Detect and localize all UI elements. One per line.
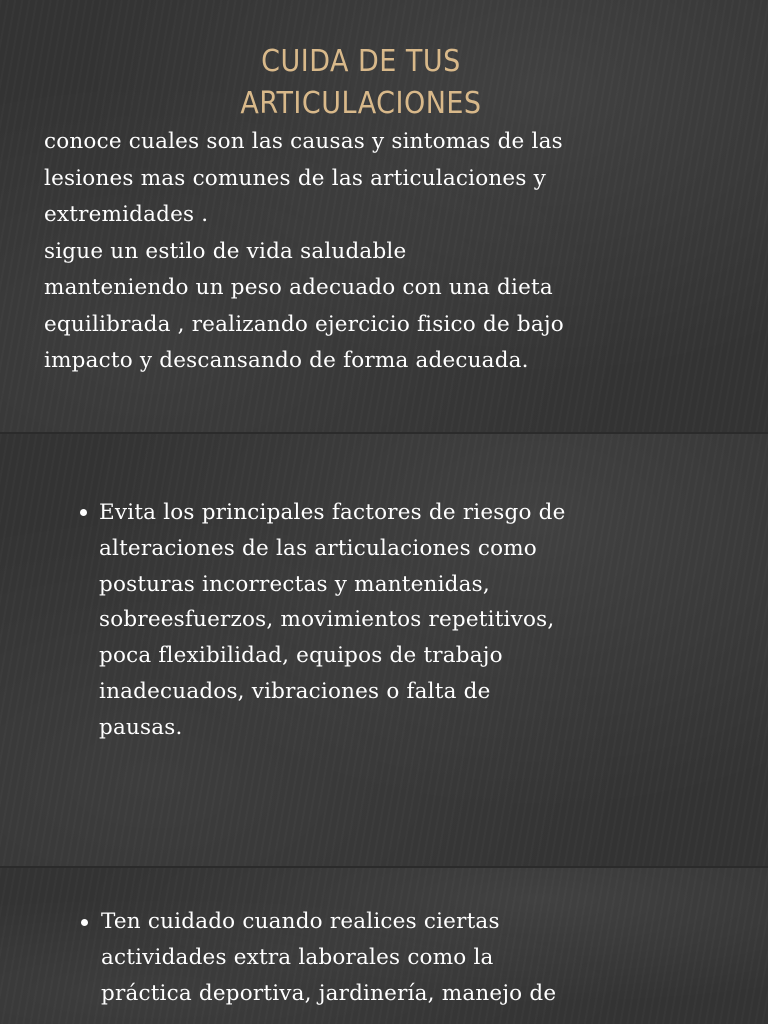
bullet-line: inadecuados, vibraciones o falta de [99, 678, 491, 704]
bullet-line: Evita los principales factores de riesgo de [99, 500, 566, 525]
intro-line: conoce cuales son las causas y sintomas de las [44, 129, 563, 154]
intro-line: manteniendo un peso adecuado con una dieta [44, 275, 553, 300]
bullet-line: actividades extra laborales como la [101, 944, 494, 970]
bullet-line: sobreesfuerzos, movimientos repetitivos, [99, 607, 555, 633]
page-title-line-2: ARTICULACIONES [240, 86, 482, 121]
intro-paragraph [44, 124, 744, 380]
bullet-icon [80, 509, 87, 516]
intro-line: lesiones mas comunes de las articulaciones y [44, 165, 546, 191]
bullet-item-risk-factors [99, 495, 566, 746]
bullet-line: práctica deportiva, jardinería, manejo de [101, 980, 557, 1006]
page-title-line-1: CUIDA DE TUS [261, 44, 461, 79]
intro-line: extremidades . [44, 202, 209, 227]
intro-line: impacto y descansando de forma adecuada. [44, 348, 529, 373]
bullet-line: pausas. [99, 714, 183, 740]
bullet-icon [81, 919, 88, 926]
bullet-item-extra-activities [101, 904, 556, 1011]
intro-line: equilibrada , realizando ejercicio fisico de bajo [44, 311, 564, 337]
intro-line: sigue un estilo de vida saludable [44, 238, 407, 264]
bullet-line: Ten cuidado cuando realices ciertas [101, 909, 500, 934]
bullet-line: poca flexibilidad, equipos de trabajo [99, 643, 503, 669]
bullet-line: posturas incorrectas y mantenidas, [99, 571, 490, 597]
bullet-line: alteraciones de las articulaciones como [99, 535, 537, 561]
